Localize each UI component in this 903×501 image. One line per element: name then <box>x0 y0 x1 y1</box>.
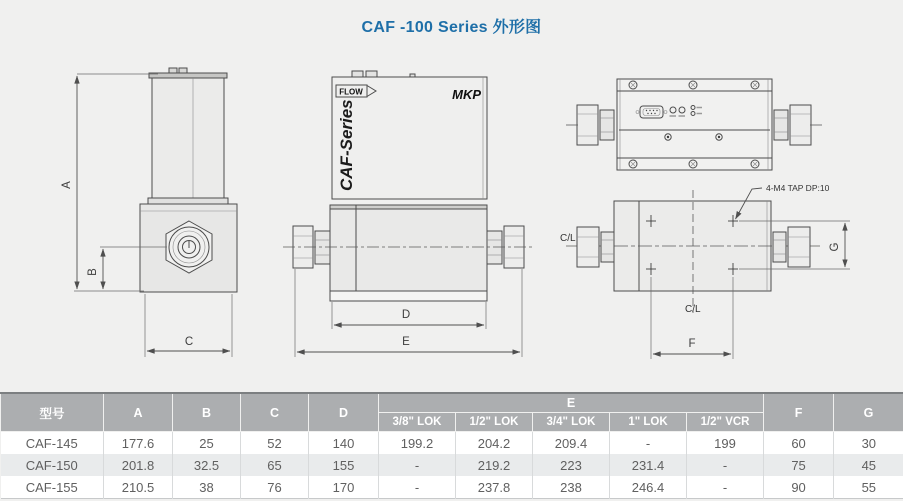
cell-g: 30 <box>834 432 903 455</box>
tap-note: 4-M4 TAP DP:10 <box>766 183 830 193</box>
cell-e5: - <box>687 454 764 476</box>
series-label: CAF-Series <box>337 99 356 191</box>
header-b: B <box>173 393 241 432</box>
cell-d: 170 <box>309 476 379 499</box>
cell-e1: - <box>379 476 456 499</box>
fitting-nut <box>788 227 810 267</box>
fitting-nut <box>773 232 786 262</box>
cell-a: 201.8 <box>104 454 173 476</box>
cell-e3: 209.4 <box>533 432 610 455</box>
cell-e2: 204.2 <box>456 432 533 455</box>
dim-label-c: C <box>184 336 194 348</box>
cell-e4: 246.4 <box>610 476 687 499</box>
fitting-nut <box>577 105 598 145</box>
header-e: E <box>379 393 764 413</box>
front-view <box>61 68 237 357</box>
cell-d: 155 <box>309 454 379 476</box>
cell-e2: 237.8 <box>456 476 533 499</box>
header-c: C <box>241 393 309 432</box>
cell-e4: - <box>610 432 687 455</box>
actuator-tab <box>179 68 187 73</box>
cell-c: 65 <box>241 454 309 476</box>
cell-d: 140 <box>309 432 379 455</box>
header-model: 型号 <box>1 393 104 432</box>
cell-b: 38 <box>173 476 241 499</box>
cell-e3: 238 <box>533 476 610 499</box>
centerline-label-left: C/L <box>560 233 576 244</box>
fitting-nut <box>790 105 811 145</box>
cell-e4: 231.4 <box>610 454 687 476</box>
dim-label-b: B <box>87 268 99 276</box>
top-connector <box>352 71 363 77</box>
fitting-nut <box>487 231 502 264</box>
cell-e1: - <box>379 454 456 476</box>
fitting-nut <box>315 231 330 264</box>
cell-e3: 223 <box>533 454 610 476</box>
dim-label-d: D <box>401 309 411 321</box>
table-row <box>1 432 903 455</box>
header-f: F <box>764 393 834 432</box>
actuator-tab <box>169 68 177 73</box>
header-e-12vcr: 1/2" VCR <box>687 413 764 432</box>
header-e-12lok: 1/2" LOK <box>456 413 533 432</box>
side-view <box>283 71 534 357</box>
centerline-label-bottom: C/L <box>685 304 701 315</box>
cell-g: 45 <box>834 454 903 476</box>
dimension-table <box>0 392 903 499</box>
fitting-nut <box>600 110 614 140</box>
actuator-body <box>152 78 224 198</box>
actuator-cap <box>149 73 227 78</box>
header-g: G <box>834 393 903 432</box>
cell-b: 25 <box>173 432 241 455</box>
cell-c: 52 <box>241 432 309 455</box>
cell-model: CAF-155 <box>1 476 104 499</box>
cell-f: 90 <box>764 476 834 499</box>
cell-a: 177.6 <box>104 432 173 455</box>
header-a: A <box>104 393 173 432</box>
fitting-nut <box>774 110 788 140</box>
page-title: CAF -100 Series 外形图 <box>361 19 542 36</box>
flow-body <box>330 205 487 291</box>
top-view <box>566 79 822 170</box>
cell-e1: 199.2 <box>379 432 456 455</box>
fitting-nut <box>601 232 614 262</box>
cell-e5: - <box>687 476 764 499</box>
brand-logo: MKP <box>452 87 481 102</box>
cell-e2: 219.2 <box>456 454 533 476</box>
cell-g: 55 <box>834 476 903 499</box>
dim-label-f: F <box>688 338 696 350</box>
top-connector <box>366 71 377 77</box>
bottom-view <box>560 183 850 359</box>
header-e-38lok: 3/8" LOK <box>379 413 456 432</box>
flow-label: FLOW <box>339 87 363 97</box>
cell-f: 75 <box>764 454 834 476</box>
cell-f: 60 <box>764 432 834 455</box>
cell-e5: 199 <box>687 432 764 455</box>
cell-a: 210.5 <box>104 476 173 499</box>
base-plate <box>330 291 487 301</box>
dim-label-a: A <box>61 181 73 189</box>
top-cover <box>617 79 772 170</box>
dim-label-e: E <box>402 336 410 348</box>
table-row <box>1 454 903 476</box>
header-e-34lok: 3/4" LOK <box>533 413 610 432</box>
body-top-band <box>330 205 487 209</box>
cell-c: 76 <box>241 476 309 499</box>
dim-label-g: G <box>829 242 841 252</box>
cell-b: 32.5 <box>173 454 241 476</box>
fitting-nut <box>577 227 599 267</box>
header-d: D <box>309 393 379 432</box>
cell-model: CAF-150 <box>1 454 104 476</box>
cell-model: CAF-145 <box>1 432 104 455</box>
header-e-1lok: 1" LOK <box>610 413 687 432</box>
actuator-flange <box>148 198 228 204</box>
table-row <box>1 476 903 499</box>
